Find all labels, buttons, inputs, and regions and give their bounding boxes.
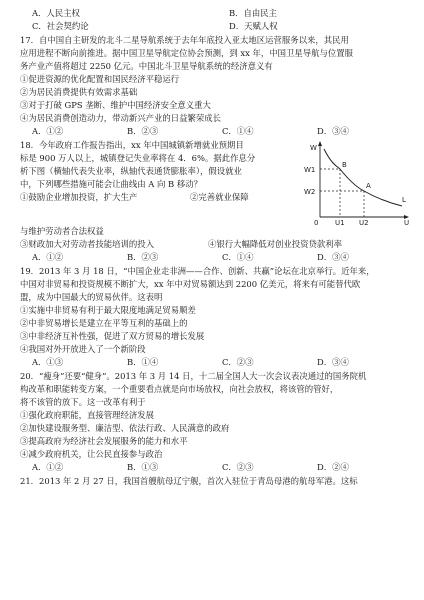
q18-stem-line: 标是 900 万人以上，城镇登记失业率将在 4．6%。据此作息分 — [20, 153, 256, 164]
x-tick-u1: U1 — [335, 219, 345, 226]
q17-choice-a: A．①② — [32, 126, 64, 137]
origin-label: 0 — [314, 219, 319, 226]
q17-choice-b: B．②③ — [127, 126, 159, 137]
q19-item: ③中非经济互补性强，促进了双方贸易的增长发展 — [20, 331, 205, 342]
q20-choice-a: A．①② — [32, 462, 64, 473]
q20-choice-d: D．②④ — [317, 462, 349, 473]
q18-items-row2 — [20, 238, 412, 251]
q18-choice-d: D．③④ — [317, 252, 349, 263]
q16-option-a: A．人民主权 — [32, 8, 80, 18]
q17-item: ①促进资源的优化配置和国民经济平稳运行 — [20, 74, 180, 85]
q19-item: ①实施中非贸易有利于最大限度地满足贸易顺差 — [20, 305, 196, 316]
q19-stem-line: 中国对非贸易和投资规模不断扩大，xx 年中对贸易额达到 2200 亿美元，将来有可能替代欧 — [20, 279, 361, 290]
q18-item-2-continued: 与维护劳动者合法权益 — [20, 226, 104, 237]
q19-choice-c: C．②③ — [222, 357, 254, 368]
q20-choice-c: C．②③ — [222, 462, 254, 473]
phillips-curve — [324, 149, 402, 206]
q19-stem-line: 盟，成为中国最大的贸易伙伴。这表明 — [20, 292, 163, 303]
question-21 — [20, 475, 412, 488]
q19-item: ④我国对外开放进入了一个新阶段 — [20, 344, 146, 355]
q19-choice-d: D．③④ — [317, 357, 349, 368]
q18-item-1: ①鼓励企业增加投资，扩大生产 — [20, 192, 138, 203]
q18-choices — [20, 251, 412, 264]
q20-item: ②加快建设服务型、廉洁型、依法行政、人民满意的政府 — [20, 423, 230, 434]
q17-choices — [20, 125, 412, 138]
y-axis-label: W — [310, 144, 317, 153]
q16-option-b: B．自由民主 — [229, 8, 278, 18]
q18-choice-a: A．①② — [32, 252, 64, 263]
q18-stem-line: 中，下列哪些措施可能会让曲线由 A 向 B 移动？ — [20, 179, 202, 190]
q16-option-d: D．天赋人权 — [229, 21, 278, 32]
y-tick-w2: W2 — [304, 188, 316, 197]
q16-options-row1 — [20, 7, 412, 20]
q19-choice-a: A．①③ — [32, 357, 64, 368]
phillips-curve-svg — [298, 139, 412, 225]
q20-item: ③提高政府为经济社会发展服务的能力和水平 — [20, 436, 188, 447]
q17-stem-line: 务产业产值将超过 2250 亿元。中国北斗卫星导航系统的经济意义有 — [20, 61, 273, 72]
q18-item-4: ④银行大幅降低对创业投资贷款利率 — [208, 239, 342, 250]
q19-stem-line: 19．2013 年 3 月 18 日，“中国企业走非洲——合作、创新、共赢”论坛在北京举行。近年来， — [20, 266, 375, 277]
question-18 — [20, 139, 412, 264]
q18-items-row1 — [20, 191, 298, 204]
question-19 — [20, 265, 412, 369]
x-tick-u2: U2 — [359, 219, 369, 226]
point-a-label: A — [366, 182, 371, 191]
q17-choice-d: D．③④ — [317, 126, 349, 137]
q16-options-row2 — [20, 20, 412, 33]
q18-choice-c: C．①④ — [222, 252, 254, 263]
point-b-label: B — [342, 161, 347, 170]
y-tick-w1: W1 — [304, 166, 316, 175]
q18-item-2: ②完善就业保障 — [190, 192, 249, 203]
q20-item: ④减少政府机关，让公民直接参与政治 — [20, 449, 163, 460]
q19-choice-b: B．①④ — [127, 357, 159, 368]
q20-stem-line: 20．“瘦身”还要“健身”。2013 年 3 月 14 日，十二届全国人大一次会议表决通过的国务院机 — [20, 371, 367, 382]
question-20 — [20, 370, 412, 474]
exam-page — [20, 7, 412, 488]
q18-stem-line: 析下图（横轴代表失业率，纵轴代表通货膨胀率），假设就业 — [20, 166, 242, 177]
q17-item: ④为居民消费创造动力，带动新兴产业的日益繁荣成长 — [20, 113, 221, 124]
y-axis-arrow — [318, 141, 322, 146]
q17-stem-line: 应用进程不断向前推进。据中国卫星导航定位协会预测，到 xx 年，中国卫星导航与位置服 — [20, 48, 354, 59]
question-17 — [20, 34, 412, 138]
q19-choices — [20, 356, 412, 369]
q20-stem-line: 将不该管的放下。这一改革有利于 — [20, 397, 146, 408]
q18-choice-b: B．②③ — [127, 252, 159, 263]
q17-item: ③对于打破 GPS 垄断、维护中国经济安全意义重大 — [20, 100, 211, 111]
q20-stem-line: 构改革和职能转变方案，一个重要看点就是向市场放权，向社会放权，将该管的管好， — [20, 384, 339, 395]
q20-choices — [20, 461, 412, 474]
q20-item: ①强化政府职能，直接管理经济发展 — [20, 410, 154, 421]
q18-body — [20, 139, 412, 225]
x-axis-label: U — [404, 219, 410, 226]
q16-option-c: C．社会契约论 — [32, 21, 89, 32]
q17-stem-line: 17．自中国自主研发的北斗二星导航系统于去年年底投入亚太地区运营服务以来，其民用 — [20, 35, 349, 46]
q18-item-3: ③财政加大对劳动者技能培训的投入 — [20, 239, 154, 250]
q18-stem-line: 18．今年政府工作报告指出，xx 年中国城镇新增就业预期目 — [20, 140, 244, 151]
curve-l-label: L — [402, 196, 406, 205]
q21-stem-line: 21．2013 年 2 月 27 日，我国首艘航母辽宁舰，首次入驻位于青岛母港的航母军港。这标 — [20, 476, 358, 487]
q17-choice-c: C．①④ — [222, 126, 254, 137]
q17-item: ②为居民消费提供有效需求基础 — [20, 87, 138, 98]
q20-choice-b: B．①③ — [127, 462, 159, 473]
phillips-curve-diagram — [298, 139, 412, 225]
q19-item: ②中非贸易增长是建立在平等互利的基础上的 — [20, 318, 188, 329]
q18-text — [20, 139, 298, 225]
